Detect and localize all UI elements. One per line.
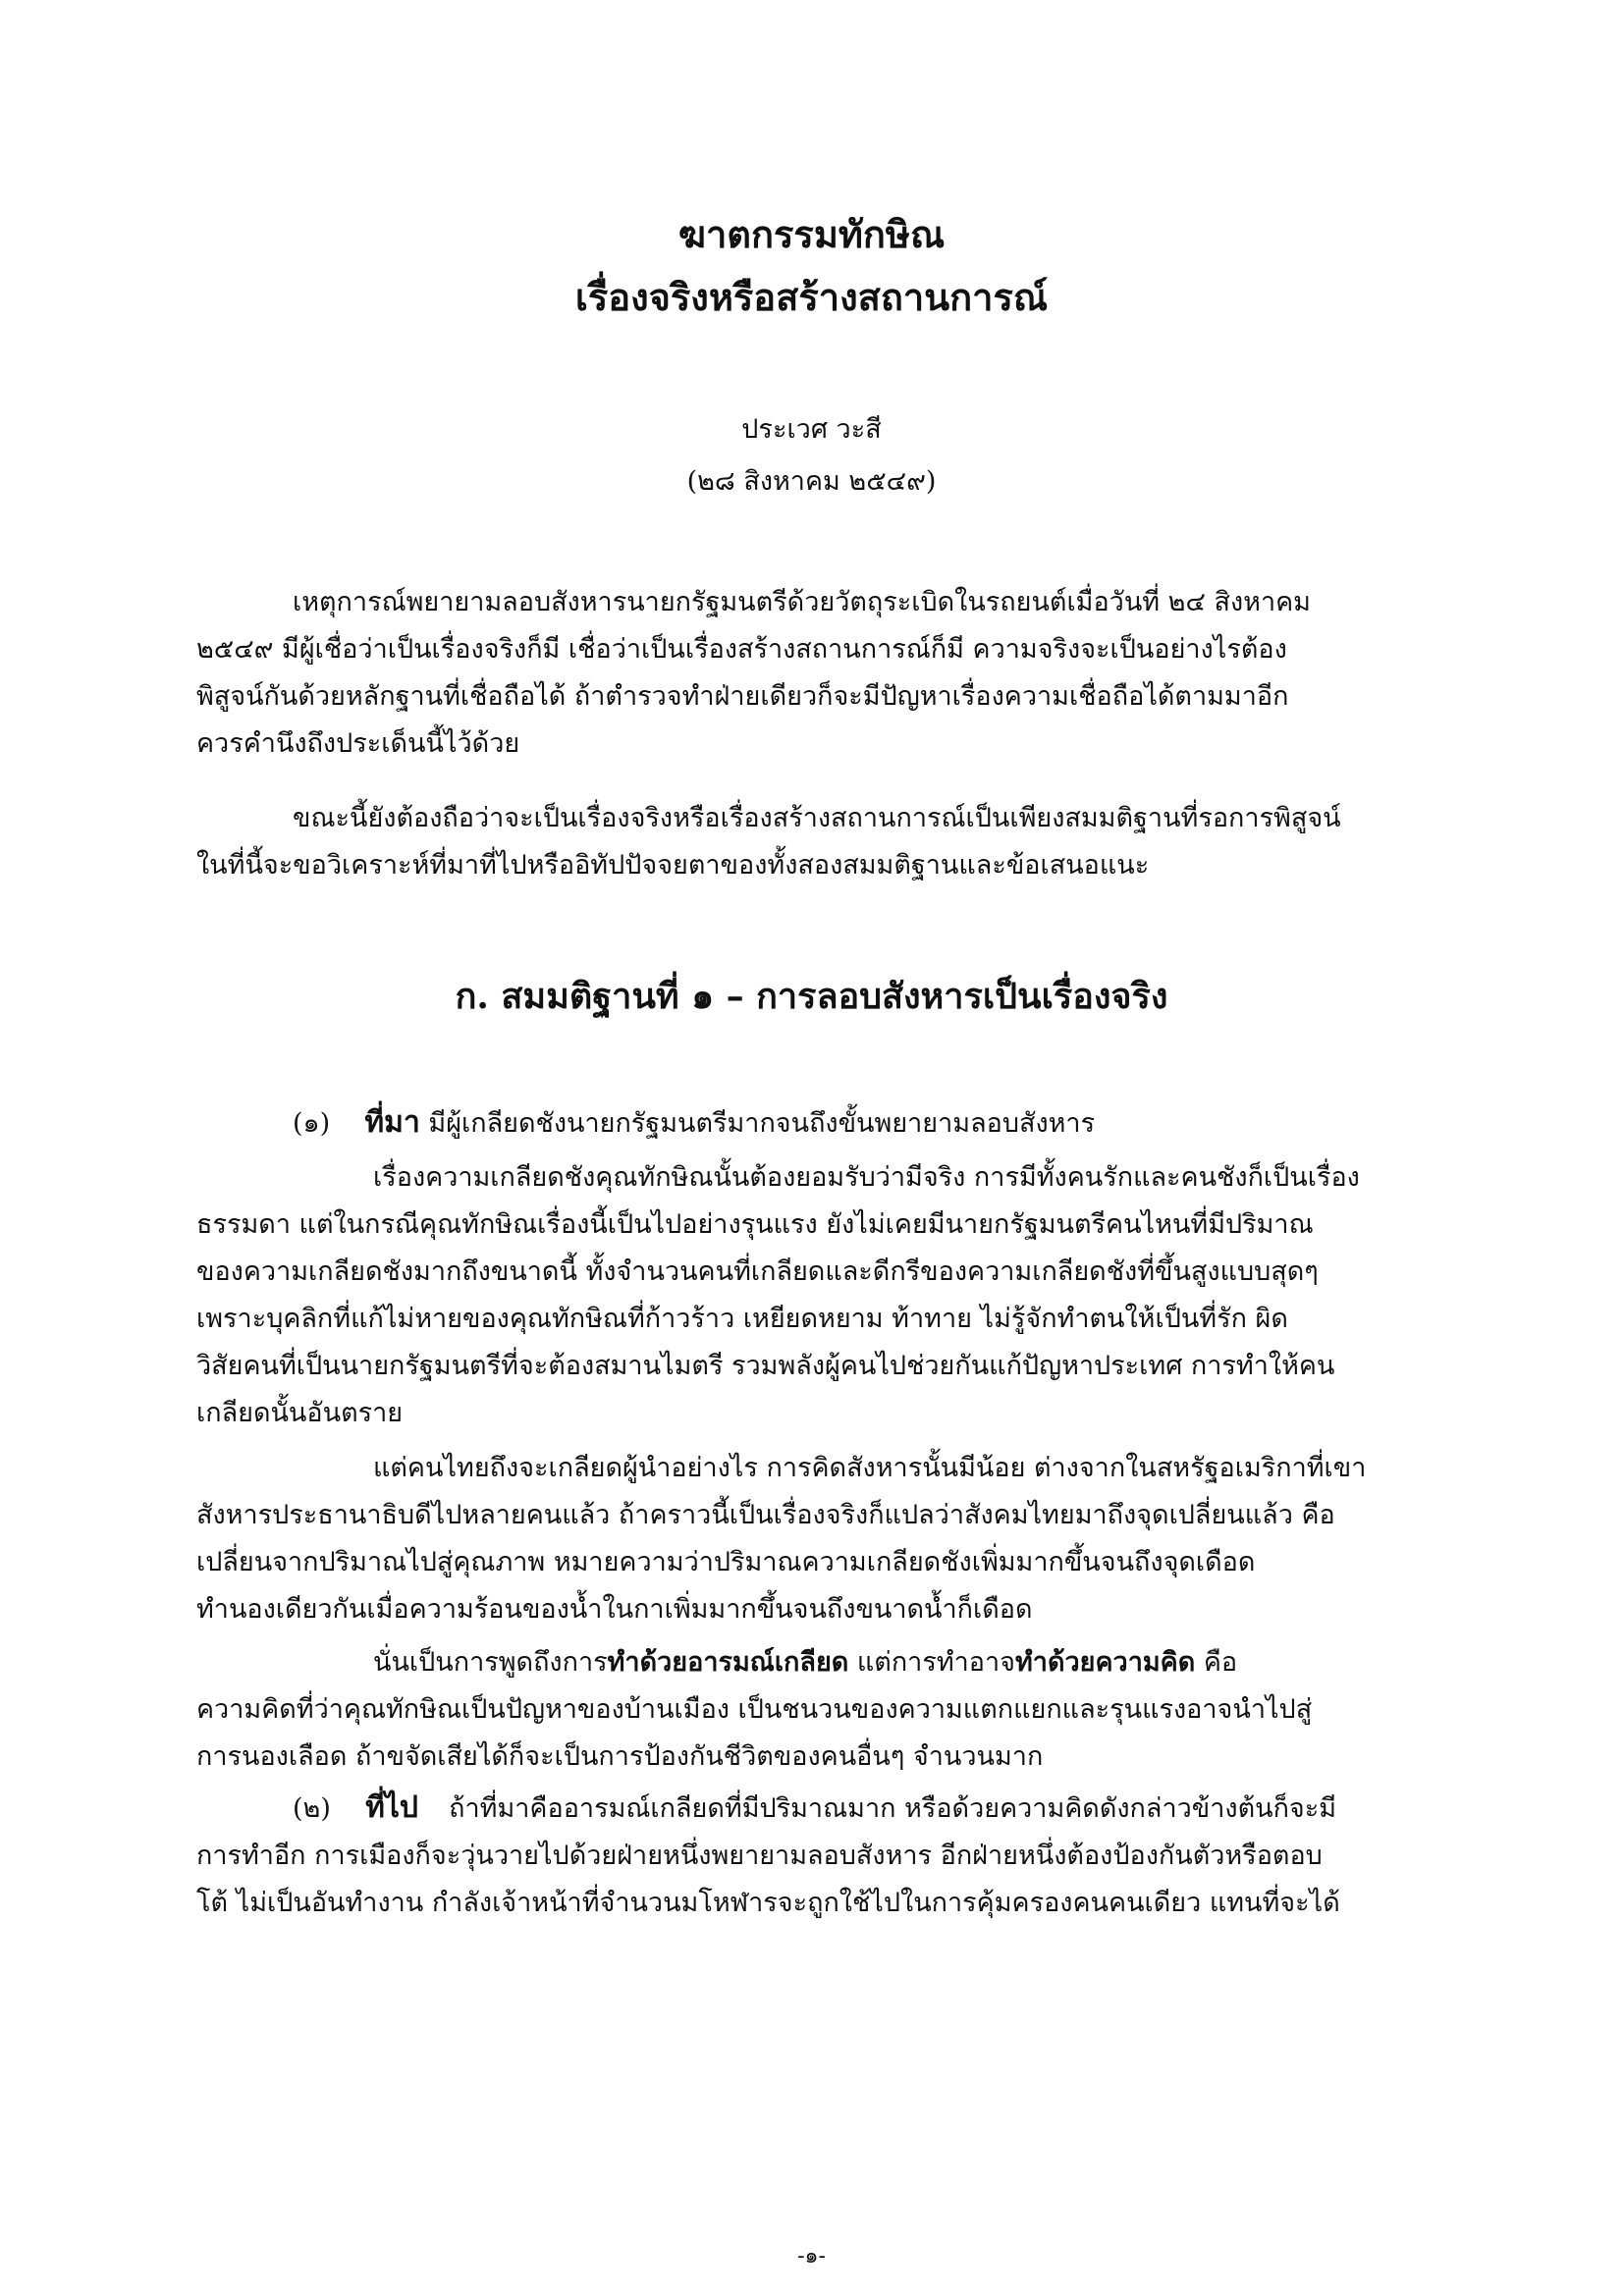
item-1-heading [196,1099,1429,1148]
text-line: เรื่องความเกลียดชังคุณทักษิณนั้นต้องยอมรับว่ามีจริง การมีทั้งคนรักและคนชังก็เป็นเรื่อง [373,1162,1360,1193]
title-line-1: ฆาตกรรมทักษิณ [677,212,946,256]
text-line: พิสูจน์กันด้วยหลักฐานที่เชื่อถือได้ ถ้าตำรวจทำฝ่ายเดียวก็จะมีปัญหาเรื่องความเชื่อถือได้ตามมาอีก [196,681,1289,712]
text-line: เปลี่ยนจากปริมาณไปสู่คุณภาพ หมายความว่าปริมาณความเกลียดชังเพิ่มมากขึ้นจนถึงจุดเดือด [196,1547,1256,1577]
text-line: ความคิดที่ว่าคุณทักษิณเป็นปัญหาของบ้านเมือง เป็นชนวนของความแตกแยกและรุนแรงอาจนำไปสู่ [196,1694,1313,1725]
text-run: นั่นเป็นการพูดถึงการ [373,1647,608,1678]
item-1-paragraph-1 [196,1154,1429,1437]
item-number: (๑) [293,1108,331,1139]
item-head: ที่ไป [365,1790,418,1825]
text-line: ขณะนี้ยังต้องถือว่าจะเป็นเรื่องจริงหรือเรื่องสร้างสถานการณ์เป็นเพียงสมมติฐานที่รอการพิสูจน์ [293,803,1341,833]
text-line: เกลียดนั้นอันตราย [196,1398,404,1428]
text-line: สังหารประธานาธิบดีไปหลายคนแล้ว ถ้าคราวนี้เป็นเรื่องจริงก็แปลว่าสังคมไทยมาถึงจุดเปลี่ยนแล้ว คือ [196,1500,1335,1530]
text-line: ในที่นี้จะขอวิเคราะห์ที่มาที่ไปหรืออิทัปปัจจยตาของทั้งสองสมมติฐานและข้อเสนอแนะ [196,850,1150,881]
item-1-paragraph-2 [196,1445,1429,1633]
item-2 [196,1785,1429,1927]
text-run: แต่การทำอาจ [848,1647,1015,1678]
date: (๒๘ สิงหาคม ๒๕๔๙) [686,466,937,497]
section-heading: ก. สมมติฐานที่ ๑ – การลอบสังหารเป็นเรื่องจริง [455,976,1168,1017]
text-line: แต่คนไทยถึงจะเกลียดผู้นำอย่างไร การคิดสังหารนั้นมีน้อย ต่างจากในสหรัฐอเมริกาที่เขา [373,1453,1367,1483]
text-line: ของความเกลียดชังมากถึงขนาดนี้ ทั้งจำนวนคนที่เกลียดและดีกรีของความเกลียดชังที่ขึ้นสูงแบบสุดๆ [196,1256,1319,1287]
text-line: การนองเลือด ถ้าขจัดเสียได้ก็จะเป็นการป้องกันชีวิตของคนอื่นๆ จำนวนมาก [196,1741,1044,1772]
intro-paragraph-2 [196,795,1429,889]
item-number: (๒) [293,1793,331,1824]
text-line: โต้ ไม่เป็นอันทำงาน กำลังเจ้าหน้าที่จำนวนมโหฬารจะถูกใช้ไปในการคุ้มครองคนคนเดียว แทนที่จะได้ [196,1888,1340,1918]
emphasis-thought: ทำด้วยความคิด [1015,1647,1196,1678]
text-line: ธรรมดา แต่ในกรณีคุณทักษิณเรื่องนี้เป็นไปอย่างรุนแรง ยังไม่เคยมีนายกรัฐมนตรีคนไหนที่มีปริมาณ [196,1209,1314,1240]
author: ประเวศ วะสี [741,414,882,445]
text-line: วิสัยคนที่เป็นนายกรัฐมนตรีที่จะต้องสมานไมตรี รวมพลังผู้คนไปช่วยกันแก้ปัญหาประเทศ การทำให้คน [196,1351,1335,1381]
text-line: เหตุการณ์พยายามลอบสังหารนายกรัฐมนตรีด้วยวัตถุระเบิดในรถยนต์เมื่อวันที่ ๒๔ สิงหาคม [293,587,1311,617]
item-text: มีผู้เกลียดชังนายกรัฐมนตรีมากจนถึงขั้นพยายามลอบสังหาร [428,1108,1096,1139]
text-line: การทำอีก การเมืองก็จะวุ่นวายไปด้วยฝ่ายหนึ่งพยายามลอบสังหาร อีกฝ่ายหนึ่งต้องป้องกันตัวหรือตอบ [196,1841,1323,1871]
page-number: -๑- [797,2244,826,2269]
text-line: เพราะบุคลิกที่แก้ไม่หายของคุณทักษิณที่ก้าวร้าว เหยียดหยาม ท้าทาย ไม่รู้จักทำตนให้เป็นที่รัก ผิด [196,1304,1288,1334]
text-run: คือ [1195,1647,1238,1678]
item-text: ถ้าที่มาคืออารมณ์เกลียดที่มีปริมาณมาก หรือด้วยความคิดดังกล่าวข้างต้นก็จะมี [449,1793,1337,1824]
text-line: ทำนองเดียวกันเมื่อความร้อนของน้ำในกาเพิ่มมากขึ้นจนถึงขนาดน้ำก็เดือด [196,1594,1033,1625]
item-head: ที่มา [364,1105,420,1140]
title-line-2: เรื่องจริงหรือสร้างสถานการณ์ [574,275,1049,319]
item-1-paragraph-3 [196,1639,1429,1781]
intro-paragraph-1 [196,579,1429,768]
emphasis-emotion: ทำด้วยอารมณ์เกลียด [607,1647,849,1678]
text-line: ควรคำนึงถึงประเด็นนี้ไว้ด้วย [196,728,520,759]
text-line: ๒๕๔๙ มีผู้เชื่อว่าเป็นเรื่องจริงก็มี เชื่อว่าเป็นเรื่องสร้างสถานการณ์ก็มี ความจริงจะเป็นอย่างไรต้อง [196,634,1287,665]
